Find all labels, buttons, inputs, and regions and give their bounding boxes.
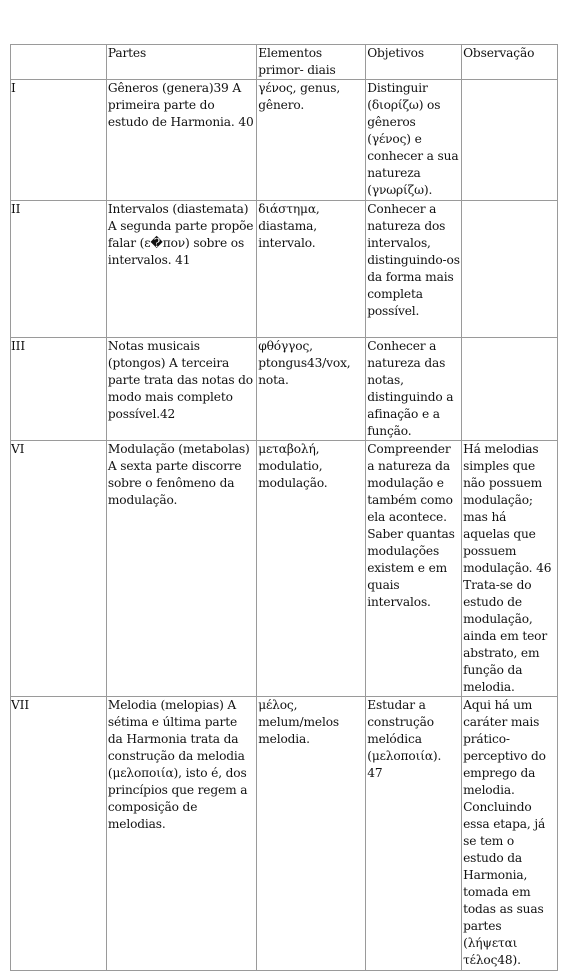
parts-table xyxy=(10,44,558,971)
header-cell-observacao: Observação xyxy=(462,45,558,80)
elementos-cell: μεταβολή, modulatio, modulação. xyxy=(257,441,366,697)
partes-cell: Notas musicais (ptongos) A terceira parte trata das notas do modo mais completo possível.42 xyxy=(106,338,256,441)
part-number-cell: VII xyxy=(11,697,107,971)
table-row xyxy=(11,201,558,338)
header-cell-elementos: Elementos primor- diais xyxy=(257,45,366,80)
header-cell-partes: Partes xyxy=(106,45,256,80)
observacao-cell: Aqui há um caráter mais prático-perceptivo do emprego da melodia. Concluindo essa etapa, já se tem o estudo da Harmonia, tomada em todas as suas partes (λήψεται τέλος48). xyxy=(462,697,558,971)
observacao-cell xyxy=(462,201,558,338)
observacao-cell xyxy=(462,80,558,201)
header-row xyxy=(11,45,558,80)
objetivos-cell: Conhecer a natureza dos intervalos, distinguindo-os da forma mais completa possível. xyxy=(366,201,462,338)
table-row xyxy=(11,441,558,697)
objetivos-cell: Estudar a construção melódica (μελοποιία). 47 xyxy=(366,697,462,971)
observacao-cell: Há melodias simples que não possuem modulação; mas há aquelas que possuem modulação. 46 Trata-se do estudo de modulação, ainda em teor abstrato, em função da melodia. xyxy=(462,441,558,697)
partes-cell: Melodia (melopias) A sétima e última parte da Harmonia trata da construção da melodia (μελοποιία), isto é, dos princípios que regem a composição de melodias. xyxy=(106,697,256,971)
header-cell-number xyxy=(11,45,107,80)
partes-cell: Gêneros (genera)39 A primeira parte do estudo de Harmonia. 40 xyxy=(106,80,256,201)
table-row xyxy=(11,697,558,971)
elementos-cell: διάστημα, diastama, intervalo. xyxy=(257,201,366,338)
part-number-cell: VI xyxy=(11,441,107,697)
part-number-cell: I xyxy=(11,80,107,201)
table-row xyxy=(11,80,558,201)
objetivos-cell: Conhecer a natureza das notas, distinguindo a afinação e a função. xyxy=(366,338,462,441)
observacao-cell xyxy=(462,338,558,441)
partes-cell: Modulação (metabolas) A sexta parte discorre sobre o fenômeno da modulação. xyxy=(106,441,256,697)
objetivos-cell: Compreender a natureza da modulação e também como ela acontece. Saber quantas modulações existem e em quais intervalos. xyxy=(366,441,462,697)
elementos-cell: γένος, genus, gênero. xyxy=(257,80,366,201)
objetivos-cell: Distinguir (διορίζω) os gêneros (γένος) e conhecer a sua natureza (γνωρίζω). xyxy=(366,80,462,201)
elementos-cell: μέλος, melum/melos melodia. xyxy=(257,697,366,971)
part-number-cell: II xyxy=(11,201,107,338)
partes-cell: Intervalos (diastemata) A segunda parte propõe falar (ε�πον) sobre os intervalos. 41 xyxy=(106,201,256,338)
elementos-cell: φθόγγος, ptongus43/vox, nota. xyxy=(257,338,366,441)
part-number-cell: III xyxy=(11,338,107,441)
table-row xyxy=(11,338,558,441)
header-cell-objetivos: Objetivos xyxy=(366,45,462,80)
